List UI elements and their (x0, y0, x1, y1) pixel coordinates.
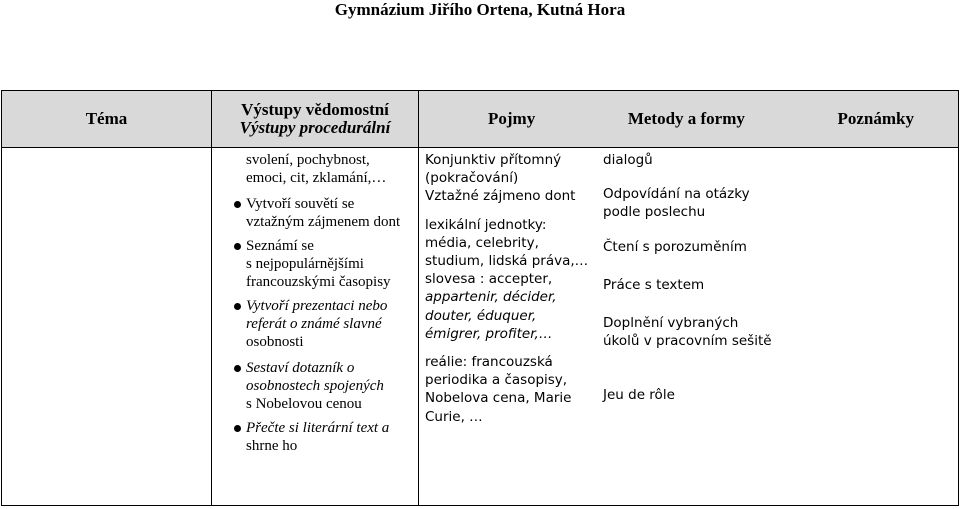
outputs-item-line: Sestaví dotazník o (246, 360, 355, 376)
bullet-icon (234, 425, 241, 432)
outputs-item-line: Seznámí se (246, 238, 314, 254)
header-concepts-methods-notes (419, 91, 959, 148)
concept-line: studium, lidská práva,… (425, 253, 589, 270)
outputs-item-line: francouzskými časopisy (246, 274, 391, 290)
outputs-item-line: Přečte si literární text a (246, 420, 390, 436)
method-line: úkolů v pracovním sešitě (603, 333, 772, 350)
table-body-row (2, 148, 959, 506)
outputs-item-line: shrne ho (246, 438, 298, 454)
concept-line: appartenir, décider, (425, 289, 557, 306)
document-title: Gymnázium Jiřího Ortena, Kutná Hora (334, 0, 626, 19)
concept-line: Curie, … (425, 408, 483, 425)
methods-column (603, 151, 785, 405)
concept-line: Nobelova cena, Marie (425, 390, 572, 407)
concepts-column (425, 151, 603, 426)
bullet-icon (234, 365, 241, 372)
header-methods: Metody a formy (627, 109, 745, 128)
method-line: Odpovídání na otázky (603, 186, 750, 203)
bullet-icon (234, 243, 241, 250)
outputs-list-item (216, 195, 412, 231)
outputs-item-line: s Nobelovou cenou (246, 396, 362, 412)
method-line: Čtení s porozuměním (603, 238, 747, 255)
outputs-item-line: referát o známé slavné (246, 316, 382, 332)
outputs-cell (212, 148, 419, 506)
outputs-item-line: vztažným zájmenem dont (246, 214, 401, 230)
bullet-icon (234, 201, 241, 208)
outputs-item-line: s nejpopulárnějšími (246, 256, 364, 272)
topic-cell (2, 148, 212, 506)
concept-line: reálie: francouzská (425, 354, 553, 371)
concept-line: douter, éduquer, (425, 307, 537, 324)
outputs-list-item (216, 419, 412, 455)
header-outputs-knowledge: Výstupy vědomostní (241, 100, 389, 119)
concept-line: lexikální jednotky: (425, 216, 547, 233)
outputs-lead-line: emoci, cit, zklamání,… (246, 170, 387, 186)
concept-line: média, celebrity, (425, 234, 539, 251)
outputs-item-line: osobnostech spojených (246, 378, 384, 394)
concept-line: periodika a časopisy, (425, 372, 568, 389)
concept-line: (pokračování) (425, 170, 519, 187)
header-outputs (212, 91, 419, 148)
bullet-icon (234, 303, 241, 310)
outputs-list-item (216, 237, 412, 291)
method-line: Jeu de rôle (603, 387, 675, 404)
method-line: Doplnění vybraných (603, 315, 739, 332)
method-line: Práce s textem (603, 276, 705, 293)
concept-line: Vztažné zájmeno dont (425, 188, 576, 205)
concepts-methods-cell (419, 148, 959, 506)
header-outputs-procedural: Výstupy procedurální (239, 118, 391, 137)
outputs-list-item (216, 297, 412, 351)
header-concepts: Pojmy (488, 109, 536, 128)
outputs-item-line: Vytvoří prezentaci nebo (246, 298, 388, 314)
curriculum-table (1, 90, 959, 506)
concept-line: Konjunktiv přítomný (425, 152, 562, 168)
outputs-item-line: osobnosti (246, 334, 304, 350)
concept-line: slovesa : accepter, (425, 271, 553, 288)
outputs-item-line: Vytvoří souvětí se (246, 196, 355, 212)
outputs-list-item (216, 359, 412, 413)
table-header-row (2, 91, 959, 148)
outputs-lead-line: svolení, pochybnost, (246, 152, 370, 168)
concept-line: émigrer, profiter,… (425, 325, 553, 342)
method-line: dialogů (603, 152, 653, 168)
header-notes: Poznámky (837, 109, 914, 128)
header-topic: Téma (2, 91, 212, 148)
method-line: podle poslechu (603, 204, 706, 221)
